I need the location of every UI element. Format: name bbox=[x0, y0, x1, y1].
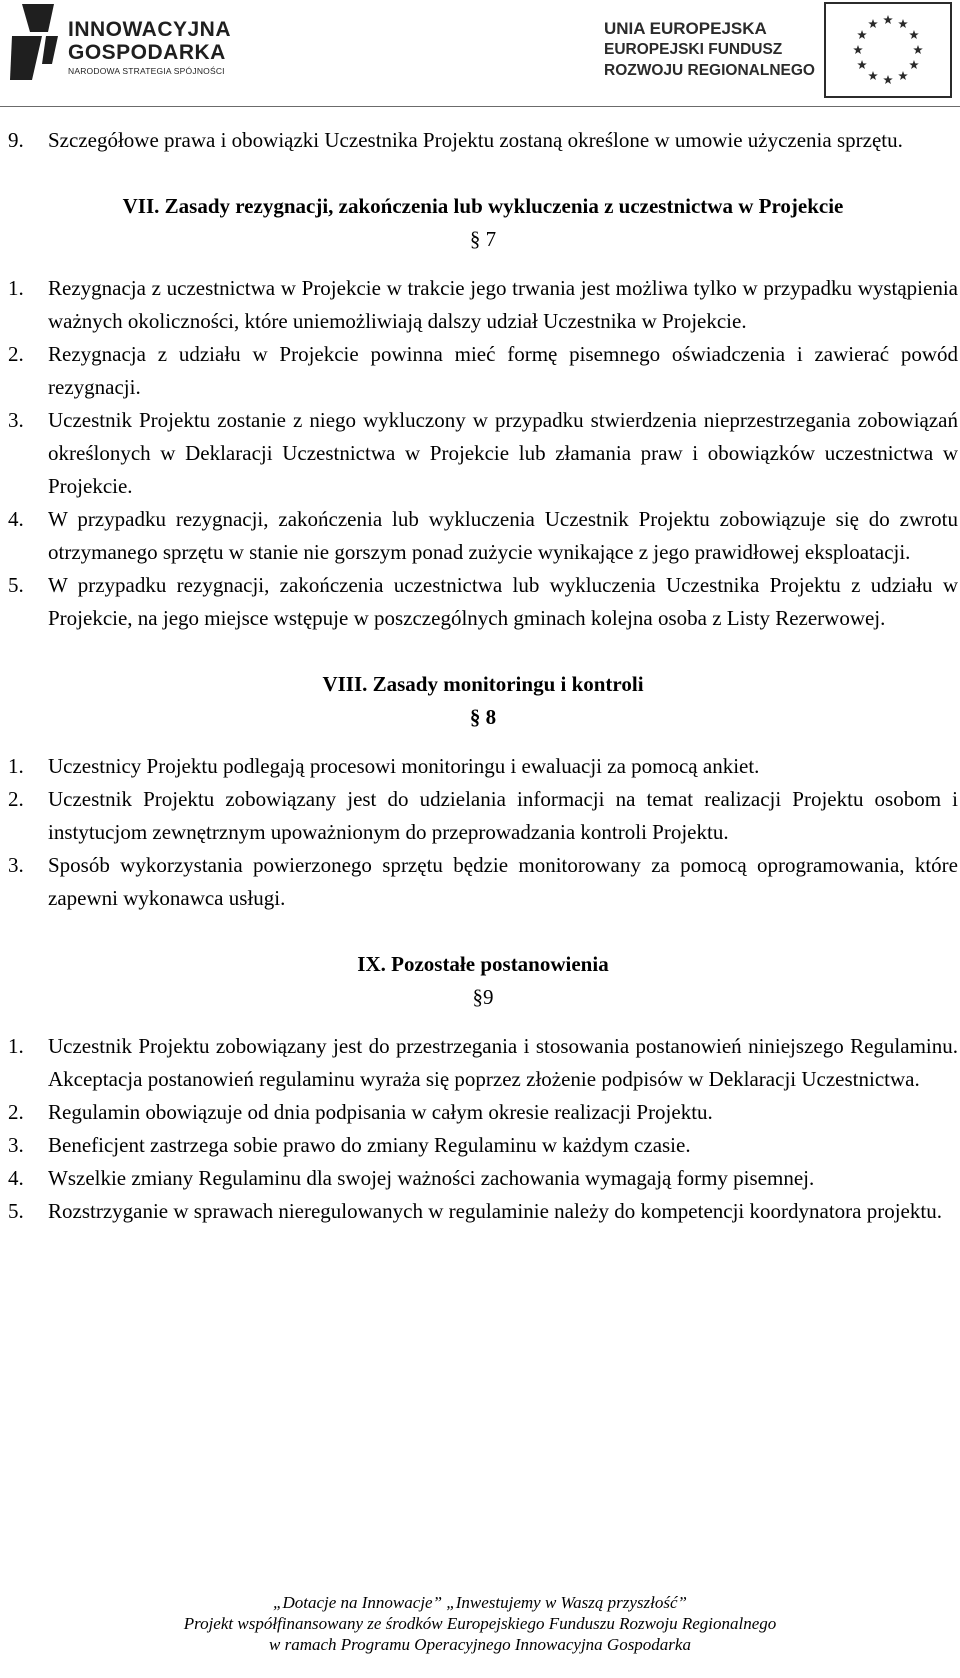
list-item bbox=[8, 1162, 958, 1195]
eu-flag-icon bbox=[824, 2, 952, 98]
list-item-text: Uczestnik Projektu zobowiązany jest do przestrzegania i stosowania postanowień niniejszego Regulaminu. Akceptacja postanowień regulaminu wyraża się poprzez złożenie podpisów w Deklaracji Uczestnictwa. bbox=[48, 1034, 958, 1091]
list-item bbox=[8, 750, 958, 783]
footer-line1: „Dotacje na Innowacje” „Inwestujemy w Waszą przyszłość” bbox=[273, 1593, 687, 1612]
list-item-text: Szczegółowe prawa i obowiązki Uczestnika Projektu zostaną określone w umowie użyczenia sprzętu. bbox=[48, 128, 903, 152]
list-item-text: Regulamin obowiązuje od dnia podpisania w całym okresie realizacji Projektu. bbox=[48, 1100, 713, 1124]
ig-logo-subline: NARODOWA STRATEGIA SPÓJNOŚCI bbox=[68, 66, 225, 76]
list-item-text: Sposób wykorzystania powierzonego sprzętu będzie monitorowany za pomocą oprogramowania, które zapewni wykonawca usługi. bbox=[48, 853, 958, 910]
document-body bbox=[8, 124, 958, 1228]
innowacyjna-gospodarka-logo bbox=[8, 2, 268, 92]
list-item-text: W przypadku rezygnacji, zakończenia uczestnictwa lub wykluczenia Uczestnika Projektu z udziału w Projekcie, na jego miejsce wstępuje w poszczególnych gminach kolejna osoba z Listy Rezerwowej. bbox=[48, 573, 958, 630]
section-paragraph-mark: § 8 bbox=[469, 705, 497, 729]
ig-logo-title bbox=[68, 18, 231, 64]
section-heading: VIII. Zasady monitoringu i kontroli bbox=[322, 672, 644, 696]
list-item bbox=[8, 783, 958, 849]
eu-logo bbox=[596, 2, 956, 102]
list-item-text: W przypadku rezygnacji, zakończenia lub wykluczenia Uczestnik Projektu zobowiązuje się do zwrotu otrzymanego sprzętu w stanie nie gorszym ponad zużycie wynikające z jego prawidłowej eksploatacji. bbox=[48, 507, 958, 564]
list-item bbox=[8, 338, 958, 404]
section-heading: VII. Zasady rezygnacji, zakończenia lub wykluczenia z uczestnictwa w Projekcie bbox=[122, 194, 844, 218]
list-item bbox=[8, 404, 958, 503]
list-item bbox=[8, 124, 958, 157]
section-paragraph-mark: §9 bbox=[472, 985, 494, 1009]
list-item-number: 5. bbox=[8, 1199, 24, 1223]
list-item bbox=[8, 1129, 958, 1162]
list-item-number: 4. bbox=[8, 507, 24, 531]
list-item-text: Rozstrzyganie w sprawach nieregulowanych w regulaminie należy do kompetencji koordynatora projektu. bbox=[48, 1199, 942, 1223]
list-item-number: 1. bbox=[8, 1034, 24, 1058]
ig-logo-line2: GOSPODARKA bbox=[68, 41, 226, 64]
list-item-number: 3. bbox=[8, 1133, 24, 1157]
list-item-text: Beneficjent zastrzega sobie prawo do zmiany Regulaminu w każdym czasie. bbox=[48, 1133, 691, 1157]
spacer bbox=[8, 256, 958, 272]
footer-line3: w ramach Programu Operacyjnego Innowacyjna Gospodarka bbox=[269, 1635, 691, 1654]
list-item-number: 3. bbox=[8, 408, 24, 432]
list-item-number: 5. bbox=[8, 573, 24, 597]
ig-logo-line1: INNOWACYJNA bbox=[68, 18, 232, 41]
list-item-number: 1. bbox=[8, 276, 24, 300]
list-item-number: 2. bbox=[8, 1100, 24, 1124]
list-item bbox=[8, 849, 958, 915]
list-item-text: Uczestnik Projektu zostanie z niego wykluczony w przypadku stwierdzenia nieprzestrzegania zobowiązań określonych w Deklaracji Uczestnictwa w Projekcie lub złamania praw i obowiązków uczestnictwa w Projekcie. bbox=[48, 408, 958, 498]
spacer bbox=[8, 915, 958, 948]
list-item bbox=[8, 1030, 958, 1096]
list-item-text: Wszelkie zmiany Regulaminu dla swojej ważności zachowania wymagają formy pisemnej. bbox=[48, 1166, 815, 1190]
spacer bbox=[8, 734, 958, 750]
section-paragraph-mark: § 7 bbox=[469, 227, 497, 251]
eu-logo-line1: UNIA EUROPEJSKA bbox=[604, 19, 767, 38]
section-heading: IX. Pozostałe postanowienia bbox=[357, 952, 609, 976]
list-item-text: Rezygnacja z uczestnictwa w Projekcie w trakcie jego trwania jest możliwa tylko w przypadku wystąpienia ważnych okoliczności, które uniemożliwiają dalszy udział Uczestnika w Projekcie. bbox=[48, 276, 958, 333]
ig-emblem-icon bbox=[8, 2, 60, 82]
spacer bbox=[8, 1014, 958, 1030]
list-item-number: 9. bbox=[8, 128, 24, 152]
list-item-number: 2. bbox=[8, 787, 24, 811]
header-divider bbox=[0, 106, 960, 107]
eu-logo-line2: EUROPEJSKI FUNDUSZ bbox=[604, 41, 783, 58]
eu-logo-line3: ROZWOJU REGIONALNEGO bbox=[604, 62, 815, 79]
list-item bbox=[8, 569, 958, 635]
list-item-number: 4. bbox=[8, 1166, 24, 1190]
spacer bbox=[8, 635, 958, 668]
footer-line2: Projekt współfinansowany ze środków Europejskiego Funduszu Rozwoju Regionalnego bbox=[183, 1614, 777, 1633]
page-footer bbox=[0, 1592, 960, 1655]
list-item bbox=[8, 503, 958, 569]
page-header bbox=[0, 0, 960, 108]
eu-logo-text bbox=[604, 18, 815, 81]
list-item-text: Uczestnik Projektu zobowiązany jest do udzielania informacji na temat realizacji Projektu osobom i instytucjom zewnętrznym upoważnionym do przeprowadzania kontroli Projektu. bbox=[48, 787, 958, 844]
list-item bbox=[8, 1195, 958, 1228]
spacer bbox=[8, 157, 958, 190]
list-item-text: Rezygnacja z udziału w Projekcie powinna mieć formę pisemnego oświadczenia i zawierać powód rezygnacji. bbox=[48, 342, 958, 399]
list-item-text: Uczestnicy Projektu podlegają procesowi monitoringu i ewaluacji za pomocą ankiet. bbox=[48, 754, 760, 778]
list-item bbox=[8, 1096, 958, 1129]
list-item-number: 1. bbox=[8, 754, 24, 778]
list-item bbox=[8, 272, 958, 338]
list-item-number: 3. bbox=[8, 853, 24, 877]
list-item-number: 2. bbox=[8, 342, 24, 366]
